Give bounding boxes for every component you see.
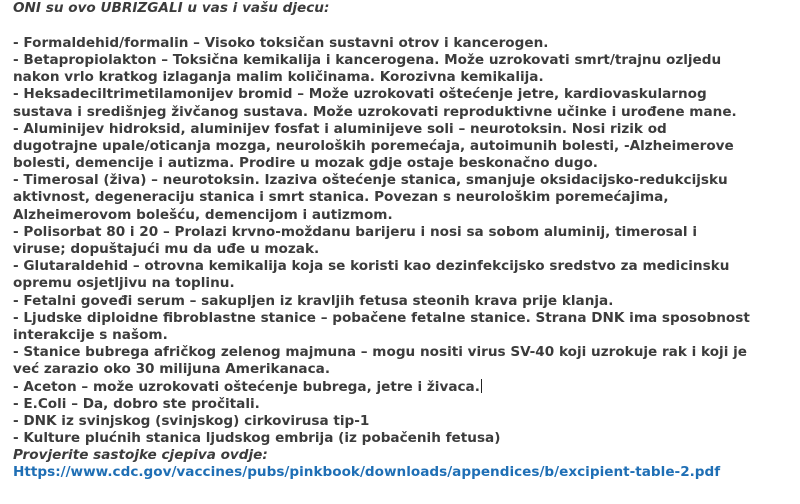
footer-label: Provjerite sastojke cjepiva ovdje: [13,447,268,464]
text-line: - Aceton – može uzrokovati oštećenje bubrega, jetre i živaca. [13,378,480,395]
text-line: opremu osjetljivu na toplinu. [13,275,235,292]
text-line: viruse; dopuštajući mu da uđe u mozak. [13,241,320,258]
text-line: aktivnost, degeneraciju stanica i smrt stanica. Povezan s neurološkim poremećajima, [13,189,669,206]
text-line: - Fetalni goveđi serum – sakupljen iz kravljih fetusa steonih krava prije klanja. [13,292,614,309]
text-line: već zarazio oko 30 milijuna Amerikanaca. [13,361,331,378]
text-line: - Glutaraldehid – otrovna kemikalija koja se koristi kao dezinfekcijsko sredstvo za medicinsku [13,258,730,275]
text-line: - Stanice bubrega afričkog zelenog majmuna – mogu nositi virus SV-40 koji uzrokuje rak i koji je [13,344,747,361]
document-header: ONI su ovo UBRIZGALI u vas i vašu djecu: [13,0,330,16]
excipient-table-link[interactable]: Https://www.cdc.gov/vaccines/pubs/pinkbook/downloads/appendices/b/excipient-table-2.pdf [13,464,721,481]
document-body [13,0,793,482]
text-line: bolesti, demencije i autizma. Prodire u mozak gdje ostaje beskonačno dugo. [13,155,598,172]
text-line: - Heksadeciltrimetilamonijev bromid – Može uzrokovati oštećenje jetre, kardiovaskularnog [13,86,707,103]
text-line: - Formaldehid/formalin – Visoko toksičan sustavni otrov i kancerogen. [13,34,549,51]
blank-line [13,17,793,35]
text-line: - Aluminijev hidroksid, aluminijev fosfat i aluminijeve soli – neurotoksin. Nosi rizik od [13,120,667,137]
text-line: - Timerosal (živa) – neurotoksin. Izaziva oštećenje stanica, smanjuje oksidacijsko-redukcijsku [13,172,728,189]
text-line: Alzheimerovom bolešću, demencijom i autizmom. [13,206,393,223]
text-line: - Ljudske diploidne fibroblastne stanice – pobačene fetalne stanice. Strana DNK ima sposobnost [13,309,750,326]
text-line: - Kulture plućnih stanica ljudskog embrija (iz pobačenih fetusa) [13,430,501,447]
text-line: - Betapropiolakton – Toksična kemikalija i kancerogena. Može uzrokovati smrt/trajnu ozljedu [13,51,722,68]
text-line: sustava i središnjeg živčanog sustava. Može uzrokovati reproduktivne učinke i urođene mane. [13,103,737,120]
text-line: - Polisorbat 80 i 20 – Prolazi krvno-moždanu barijeru i nosi sa sobom aluminij, timerosal i [13,223,697,240]
text-line-with-caret[interactable] [13,379,793,396]
text-line: dugotrajne upale/oticanja mozga, neuroloških poremećaja, autoimunih bolesti, -Alzheimerove [13,137,734,154]
text-line: - E.Coli – Da, dobro ste pročitali. [13,395,260,412]
text-line: interakcije s našom. [13,326,168,343]
text-caret [481,379,482,393]
text-line: - DNK iz svinjskog (svinjskog) cirkovirusa tip-1 [13,412,370,429]
text-line: nakon vrlo kratkog izlaganja malim količinama. Korozivna kemikalija. [13,69,544,86]
